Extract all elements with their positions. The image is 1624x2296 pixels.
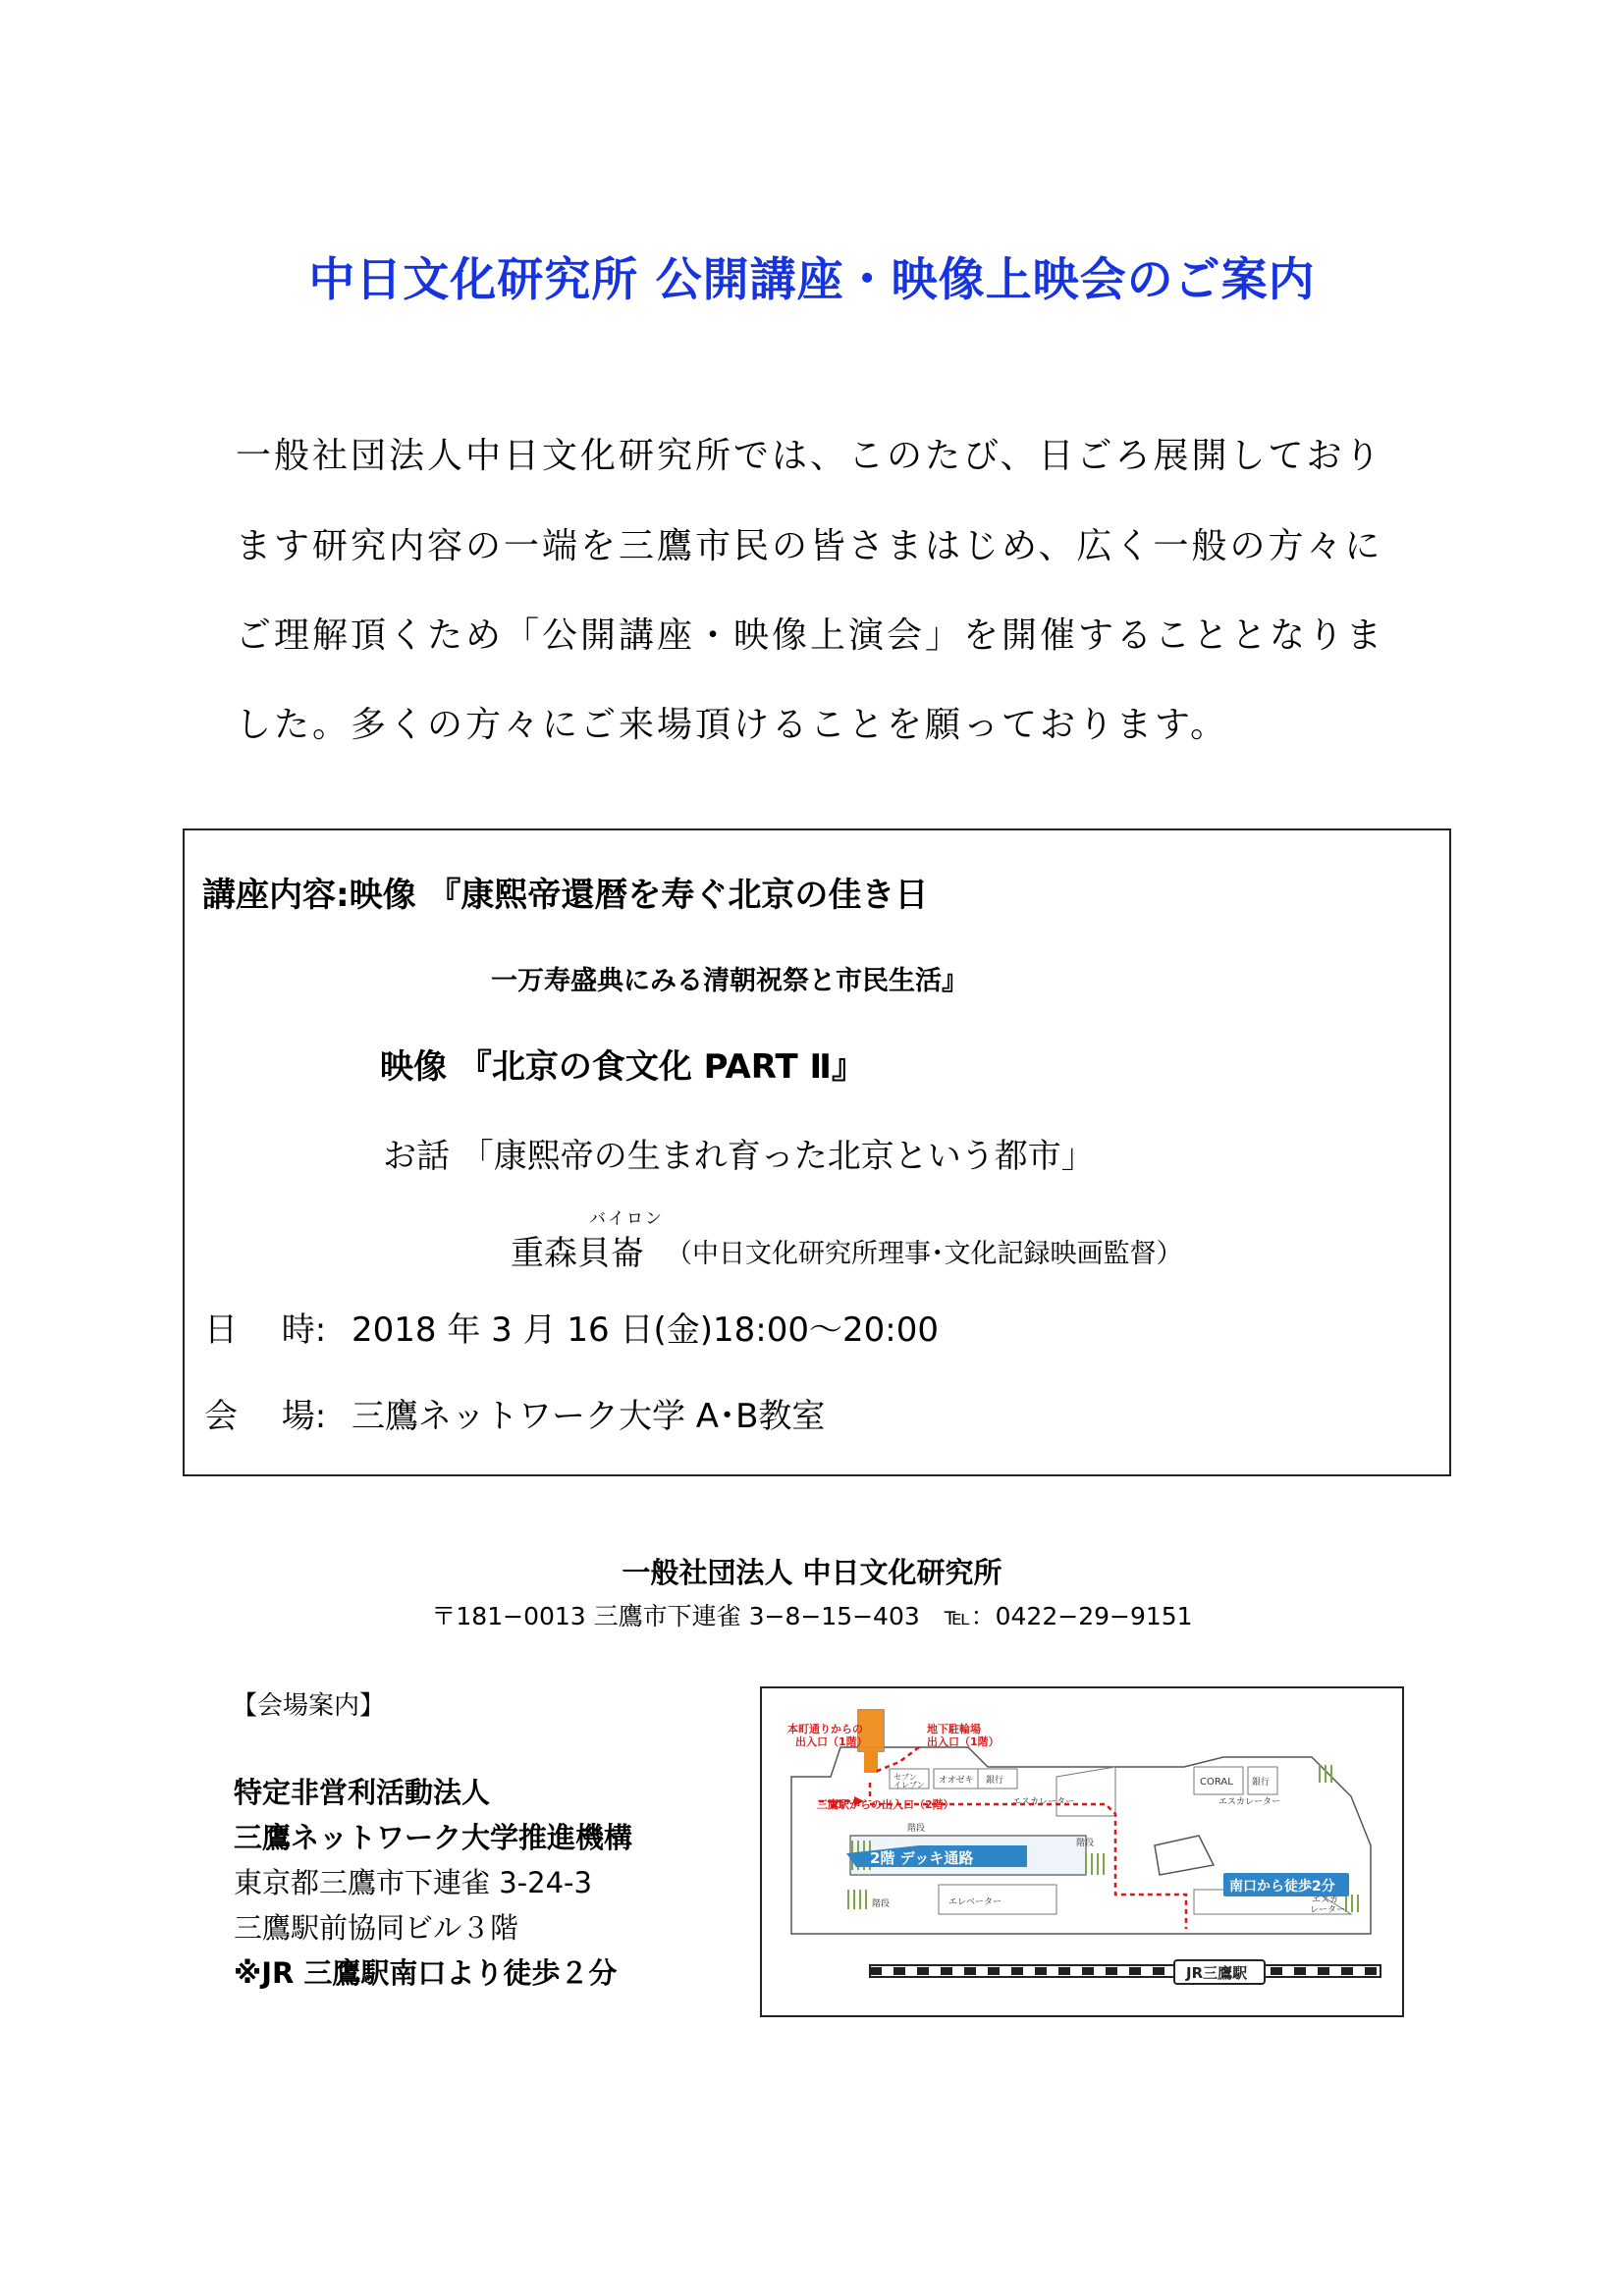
map-label-kaidan2: 階段 xyxy=(1076,1839,1095,1848)
venue-guide-line-1: 特定非営利活動法人 xyxy=(234,1776,491,1809)
venue-guide-heading: 【会場案内】 xyxy=(232,1691,386,1721)
map-deck-label: 2階 デッキ通路 xyxy=(870,1849,974,1867)
speaker-ruby: バイロン xyxy=(589,1209,664,1229)
venue-guide-line-5: ※JR 三鷹駅南口より徒歩２分 xyxy=(234,1956,618,1990)
map-label-bank: 銀行 xyxy=(986,1776,1004,1786)
map-label-elevator: エレベーター xyxy=(948,1897,1002,1907)
map-jr-station: JR三鷹駅 xyxy=(1186,1964,1248,1982)
map-south-exit-label: 南口から徒歩2分 xyxy=(1229,1879,1335,1895)
organizer-address: 〒181−0013 三鷹市下連雀 3−8−15−403 ℡：0422−29−9151 xyxy=(431,1602,1193,1630)
lecture-content: 講座内容:映像 『康熙帝還暦を寿ぐ北京の佳き日 xyxy=(202,876,929,915)
map-label-esca-a: エスカ xyxy=(1312,1896,1339,1905)
map-label-bank2: 銀行 xyxy=(1252,1778,1271,1788)
intro-line-4: した。多くの方々にご来場頂けることを願っております。 xyxy=(236,705,1229,745)
venue-map xyxy=(760,1686,1404,2017)
map-label-escalator: エスカレーター xyxy=(1012,1797,1075,1807)
map-label-chika: 地下駐輪場 xyxy=(927,1723,981,1735)
venue-guide-line-3: 東京都三鷹市下連雀 3-24-3 xyxy=(234,1866,592,1899)
page-title: 中日文化研究所 公開講座・映像上映会のご案内 xyxy=(308,253,1316,307)
venue-label: 会 場: xyxy=(204,1397,327,1436)
venue-value: 三鷹ネットワーク大学 A･B教室 xyxy=(352,1397,826,1436)
map-label-esca-b: レーター xyxy=(1310,1905,1346,1915)
map-label-coral: CORAL xyxy=(1200,1777,1233,1788)
map-label-seven2: イレブン xyxy=(893,1781,925,1789)
map-label-hon2: 出入口（1階） xyxy=(795,1735,868,1748)
intro-line-2: ます研究内容の一端を三鷹市民の皆さまはじめ、広く一般の方々に xyxy=(236,526,1383,566)
lecture-subtitle: 一万寿盛典にみる清朝祝祭と市民生活』 xyxy=(491,966,968,996)
video-title: 映像 『北京の食文化 PART Ⅱ』 xyxy=(380,1047,865,1087)
talk-title: お話 「康熙帝の生まれ育った北京という都市」 xyxy=(383,1137,1095,1176)
intro-line-1: 一般社団法人中日文化研究所では、このたび、日ごろ展開しており xyxy=(236,436,1383,476)
map-label-oozeki: オオゼキ xyxy=(939,1776,974,1786)
organizer-name: 一般社団法人 中日文化研究所 xyxy=(622,1556,1002,1589)
map-label-seven: セブン xyxy=(893,1773,917,1782)
map-label-kaidan3: 階段 xyxy=(872,1899,891,1909)
map-label-station-exit: 三鷹駅からの出入口（2階） xyxy=(817,1798,954,1811)
map-label-hon: 本町通りからの xyxy=(787,1723,863,1735)
intro-line-3: ご理解頂くため「公開講座・映像上演会」を開催することとなりま xyxy=(236,615,1385,656)
venue-guide-line-4: 三鷹駅前協同ビル３階 xyxy=(234,1911,519,1945)
venue-guide-line-2: 三鷹ネットワーク大学推進機構 xyxy=(234,1821,633,1854)
map-label-chika2: 出入口（1階） xyxy=(927,1735,1000,1748)
speaker-role: （中日文化研究所理事･文化記録映画監督） xyxy=(666,1239,1183,1269)
map-label-escalator2: エスカレーター xyxy=(1218,1797,1281,1807)
date-label: 日 時: xyxy=(204,1310,327,1350)
date-value: 2018 年 3 月 16 日(金)18:00〜20:00 xyxy=(352,1310,939,1350)
map-label-kaidan1: 階段 xyxy=(907,1824,926,1834)
speaker-name: 重森貝崙 xyxy=(511,1234,644,1273)
